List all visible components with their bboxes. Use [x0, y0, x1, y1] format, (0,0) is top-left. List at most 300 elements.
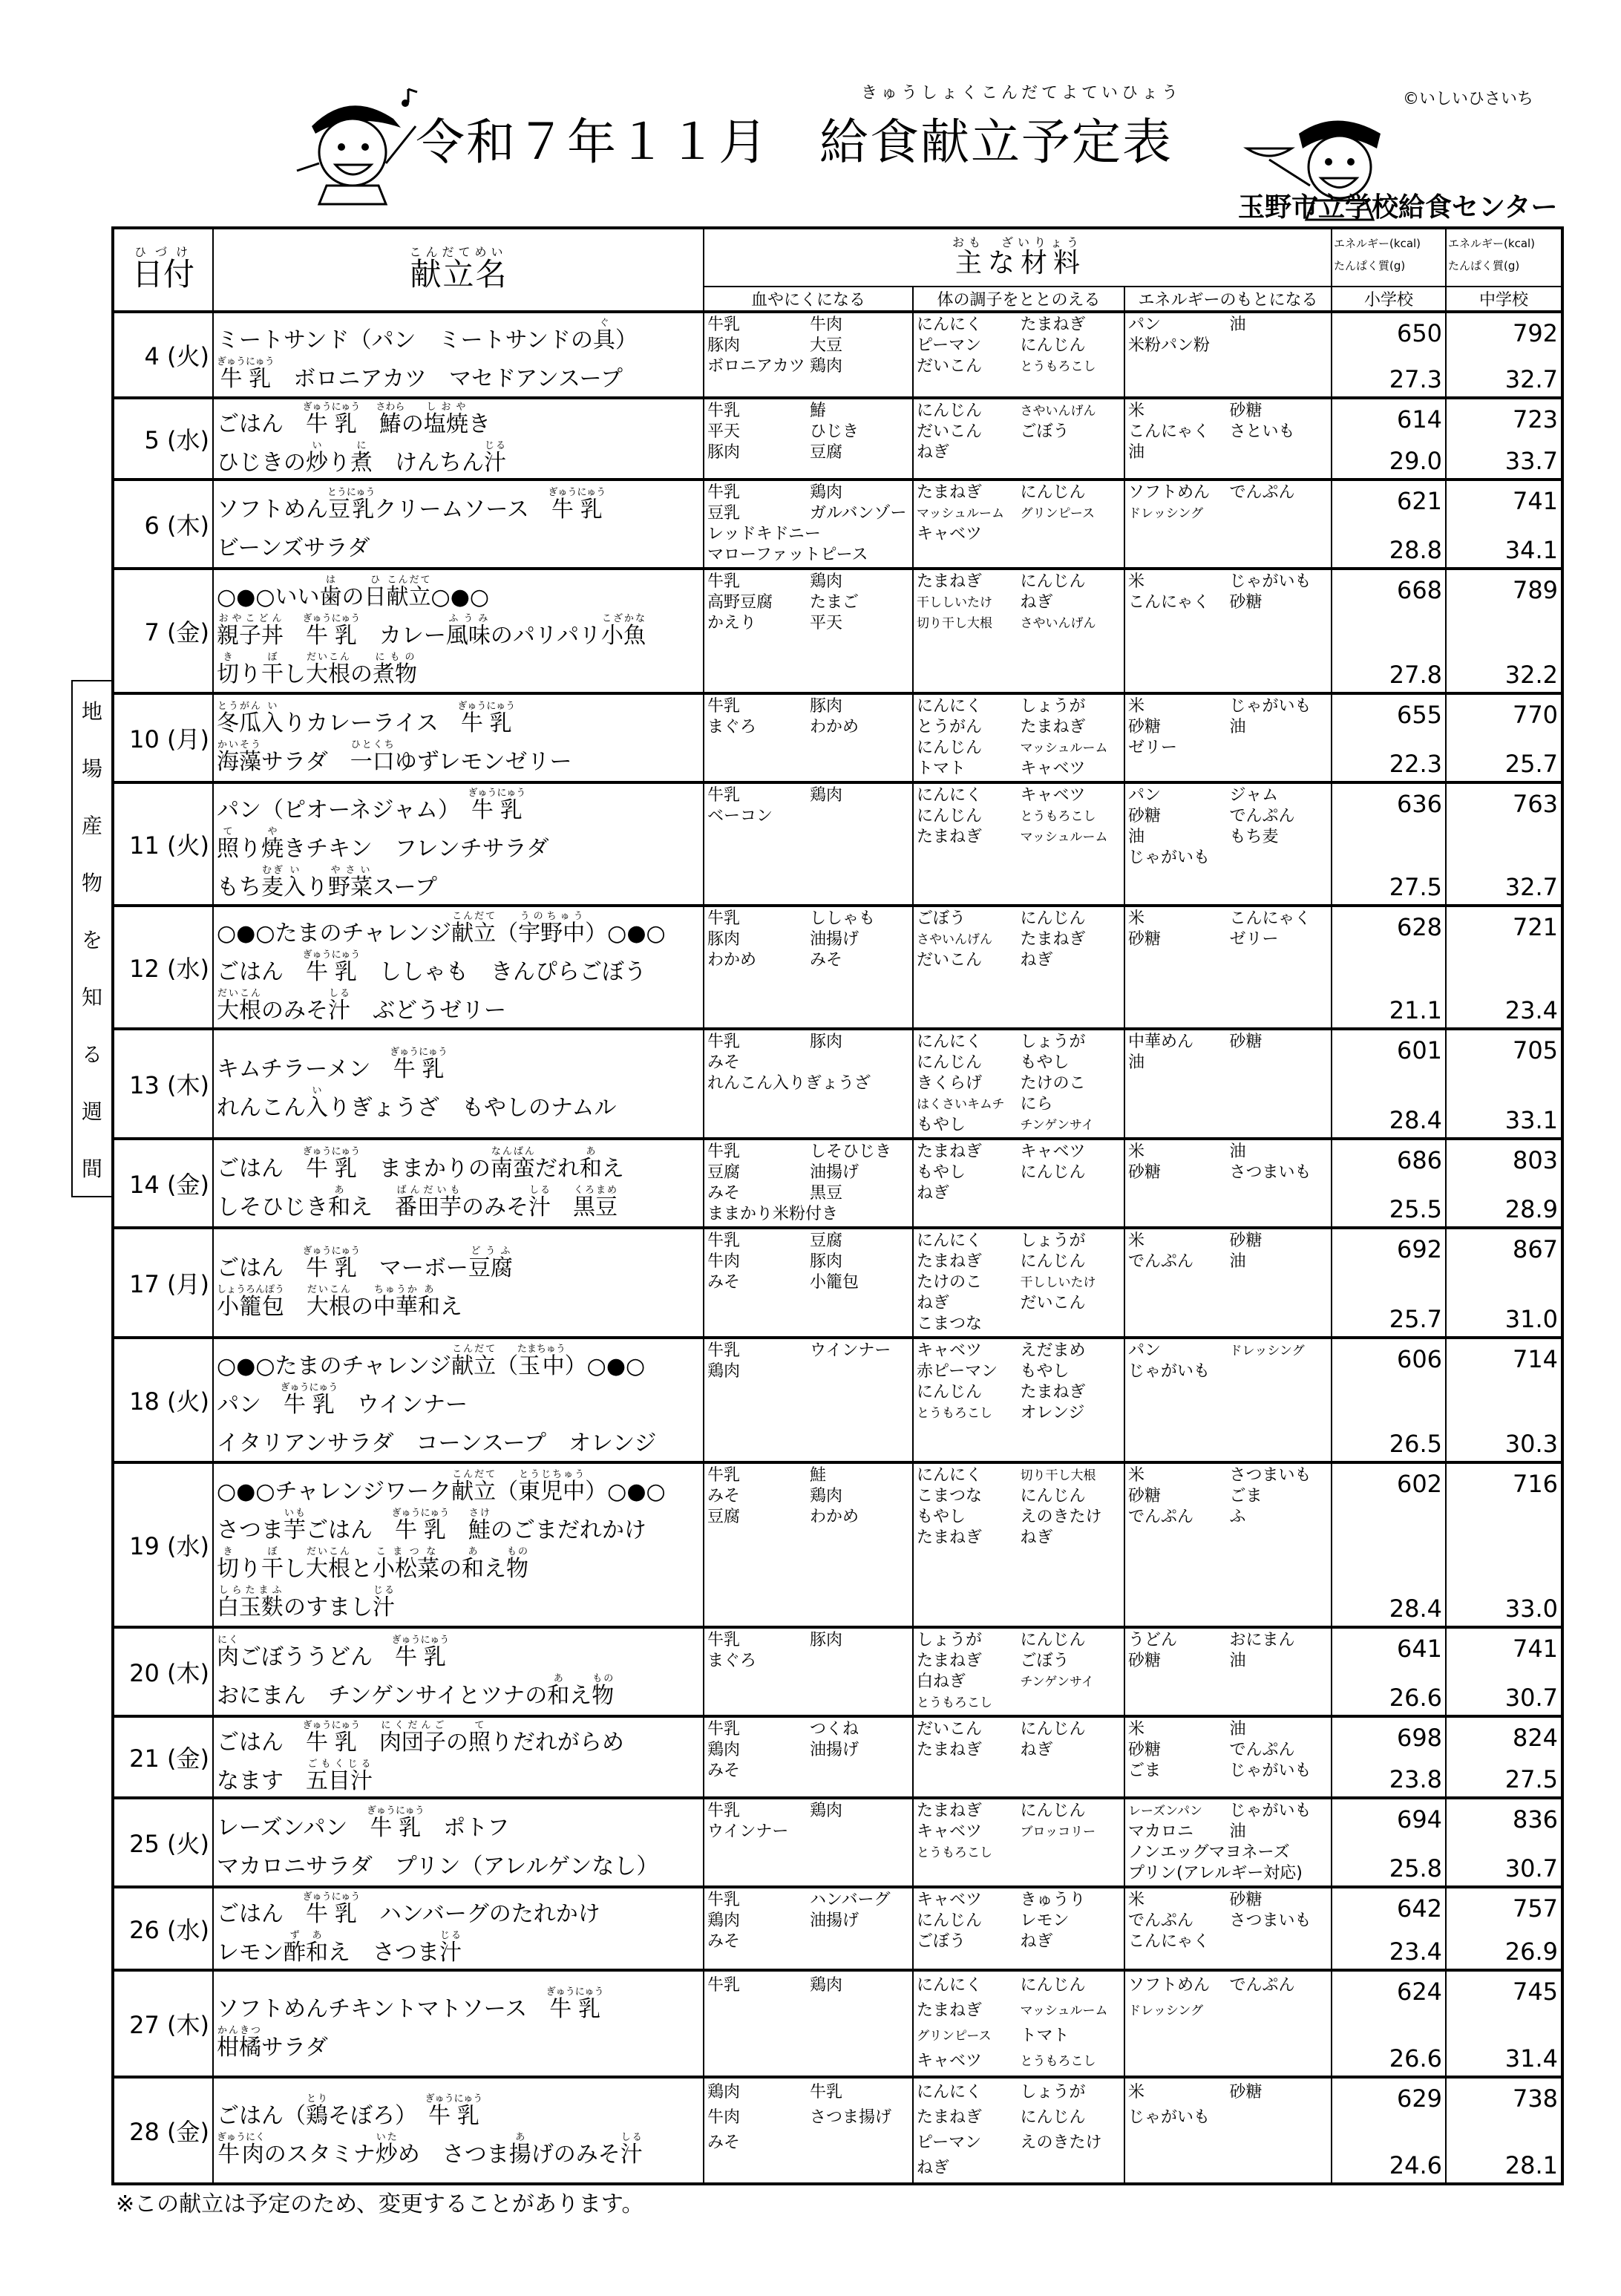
date-cell: 26 (水)	[113, 1887, 213, 1970]
ingredient-item: しょうが	[1020, 2083, 1086, 2102]
ingredient-item: レーズンパン	[1128, 1804, 1202, 1819]
menu-ruby: 牛乳ぎゅうにゅう	[302, 949, 361, 985]
ingredient-list	[1125, 399, 1331, 465]
ingredient-item: しょうが	[1020, 697, 1086, 716]
menu-cell	[213, 1970, 704, 2077]
ingredient-item: みそ	[707, 1053, 741, 1072]
menu-ruby: 野菜やさい	[328, 865, 373, 900]
ingredient-item: 黒豆	[810, 1184, 843, 1203]
furigana: とうじちゅう	[518, 1469, 586, 1480]
date-cell: 13 (木)	[113, 1029, 213, 1139]
ingredients-yellow-cell	[1124, 480, 1332, 569]
menu-ruby: 炒い	[306, 440, 328, 476]
menu-ruby: 豆腐どうふ	[468, 1246, 513, 1281]
menu-line	[217, 1468, 700, 1506]
menu-text	[284, 1294, 307, 1320]
date-label: 日付	[131, 256, 194, 292]
table-row	[113, 1887, 1562, 1970]
ingredient-item: ねぎ	[1020, 1932, 1053, 1951]
ingredients-yellow-cell	[1124, 782, 1332, 906]
ingredient-item: たまねぎ	[917, 572, 983, 591]
menu-text: のパリパリ	[490, 623, 601, 649]
ingredient-item: 鶏肉	[810, 1487, 843, 1505]
energy-kcal: 723	[1512, 405, 1559, 434]
furigana: こんだて	[451, 1469, 497, 1480]
ingredient-item: 平天	[810, 614, 843, 632]
ingredient-item: 高野豆腐	[707, 593, 773, 612]
menu-text: クリームソース	[374, 497, 551, 523]
protein-g: 23.4	[1504, 996, 1559, 1024]
ingredient-item: 豚肉	[707, 443, 741, 462]
energy-kcal: 621	[1396, 487, 1443, 515]
menu-text: けんちん	[373, 450, 484, 476]
junior-nutrition-cell	[1446, 1627, 1562, 1716]
ingredient-item: たまねぎ	[917, 483, 983, 502]
ingredient-item: 砂糖	[1128, 1163, 1162, 1182]
menu-ruby: 和あ	[328, 1185, 350, 1220]
ingredient-item: とうもろこし	[1020, 2054, 1096, 2069]
ingredient-list	[914, 1972, 1124, 2076]
header-ingredients	[704, 228, 1332, 287]
ingredient-item: にんじん	[1020, 1252, 1086, 1271]
ingredient-list	[704, 1888, 912, 1954]
ingredient-item: きゅうり	[1020, 1891, 1086, 1909]
furigana: とり	[306, 2093, 328, 2104]
menu-ruby: 具ぐ	[593, 318, 615, 353]
menu-ruby: 肉団子にくだんご	[379, 1720, 446, 1756]
ingredient-item: でんぷん	[1229, 483, 1295, 502]
menu-ruby: 牛乳ぎゅうにゅう	[302, 613, 361, 649]
ingredient-item: もやし	[917, 1508, 966, 1526]
menu-text: ゆずレモンゼリー	[394, 749, 572, 775]
menu-text: え	[601, 1156, 624, 1182]
ingredient-item: さといも	[1229, 422, 1295, 441]
menu-ruby: 牛肉ぎゅうにく	[217, 2132, 266, 2168]
ingredient-item: にんじん	[1020, 1802, 1086, 1820]
ingredient-item: 豚肉	[810, 697, 843, 716]
menu-text: ○●○チャレンジワーク	[217, 1479, 452, 1505]
ingredient-item: もやし	[1020, 1362, 1070, 1381]
ingredients-red-cell	[704, 1716, 913, 1798]
menu-ruby: 献立こんだて	[451, 1344, 497, 1379]
ingredient-item: さつまいも	[1229, 1911, 1311, 1930]
furigana: て	[468, 1720, 491, 1731]
furigana: ぎゅうにゅう	[391, 1508, 450, 1519]
table-row	[113, 1462, 1562, 1627]
protein-g: 28.4	[1389, 1106, 1443, 1134]
ingredient-item: レモン	[1020, 1911, 1070, 1930]
menu-text: のスタミナ	[263, 2142, 376, 2168]
date-cell: 25 (火)	[113, 1798, 213, 1887]
ingredient-item: 砂糖	[1229, 2083, 1263, 2102]
menu-ruby: 牛乳ぎゅうにゅう	[391, 1635, 450, 1670]
date-cell: 10 (月)	[113, 693, 213, 782]
energy-label: エネルギー(kcal)	[1334, 237, 1421, 250]
protein-g: 30.7	[1504, 1684, 1559, 1712]
ingredient-item: でんぷん	[1128, 1252, 1194, 1271]
menu-line	[217, 1672, 700, 1710]
furigana: たまちゅう	[517, 1344, 566, 1355]
menu-ruby: 黒豆くろまめ	[573, 1185, 618, 1220]
elementary-nutrition-cell	[1332, 1228, 1446, 1338]
furigana: あ	[547, 1673, 570, 1684]
menu-line	[217, 2024, 700, 2062]
menu-ruby: 汁しる	[328, 988, 350, 1024]
ingredient-item: 米	[1128, 2083, 1145, 2102]
ingredient-item: もち麦	[1229, 828, 1279, 846]
ingredients-green-cell	[913, 1627, 1124, 1716]
ingredient-item: にんにく	[917, 786, 983, 805]
menu-ruby: 麦むぎ	[261, 865, 284, 900]
menu-text: サラダ	[261, 2035, 328, 2061]
junior-nutrition-cell	[1446, 312, 1562, 398]
furigana: しる	[328, 988, 350, 999]
side-label-char: 産	[81, 813, 102, 838]
menu-ruby: 干ぼ	[261, 1546, 284, 1582]
energy-kcal: 624	[1396, 1978, 1443, 2006]
energy-kcal: 698	[1396, 1724, 1443, 1752]
ingredients-green-cell	[913, 1338, 1124, 1462]
furigana: にく	[217, 1635, 239, 1646]
ingredient-item: 牛乳	[707, 1720, 741, 1739]
menu-text: ポトフ	[421, 1815, 510, 1841]
menu-text: のすまし	[284, 1595, 373, 1620]
table-row	[113, 569, 1562, 693]
menu-text: の	[401, 411, 424, 437]
ingredient-item: 牛乳	[707, 1341, 741, 1360]
ingredient-item: にんじん	[1020, 2108, 1086, 2127]
ingredient-item: しょうが	[917, 1631, 983, 1649]
elementary-nutrition-cell	[1332, 1029, 1446, 1139]
table-row	[113, 782, 1562, 906]
ingredient-item: 油	[1229, 1822, 1246, 1841]
ingredient-item: トマト	[1020, 2027, 1070, 2045]
ingredient-item: 油	[1229, 718, 1246, 736]
ingredient-item: ソフトめん	[1128, 1976, 1211, 1995]
ingredient-item: にんじん	[917, 1383, 983, 1402]
menu-ruby: 和あ	[547, 1673, 570, 1709]
junior-nutrition-cell	[1446, 1029, 1562, 1139]
ingredient-item: 白ねぎ	[917, 1672, 966, 1691]
menu-ruby: 一口ひとくち	[350, 739, 395, 775]
menu-line	[217, 650, 700, 689]
protein-g: 25.8	[1389, 1854, 1443, 1883]
menu-text: りカレーライス	[284, 710, 461, 736]
menu-text: のみそ	[462, 1194, 528, 1220]
menu-ruby: 牛乳ぎゅうにゅう	[302, 402, 361, 437]
furigana: しる	[620, 2132, 643, 2143]
ingredient-list	[1125, 2078, 1331, 2132]
furigana: こんだて	[451, 1344, 497, 1355]
ingredient-item: もやし	[917, 1163, 966, 1182]
furigana: ぎゅうにゅう	[366, 1805, 425, 1816]
menu-ruby: 南蛮なんばん	[490, 1146, 535, 1182]
ingredient-item: たまねぎ	[917, 1652, 983, 1670]
ingredient-item: たまねぎ	[917, 1802, 983, 1820]
furigana: ばんだいも	[395, 1185, 462, 1196]
elementary-nutrition-cell	[1332, 1338, 1446, 1462]
ingredient-item: ゼリー	[1229, 930, 1279, 949]
menu-line	[217, 1183, 700, 1222]
ingredient-item: にんじん	[917, 1053, 983, 1072]
menu-cell	[213, 1627, 704, 1716]
furigana: ぎゅうにゅう	[302, 402, 361, 413]
ingredient-item: だいこん	[917, 951, 983, 969]
menu-text: パン（ピオーネジャム）	[217, 797, 471, 823]
furigana: い	[306, 1085, 328, 1096]
ingredient-item: 油揚げ	[810, 1911, 859, 1930]
menu-text: え さつま	[328, 1940, 439, 1966]
ingredient-item: ノンエッグマヨネーズ	[1128, 1843, 1290, 1862]
menu-line	[217, 987, 700, 1025]
date-cell: 6 (木)	[113, 480, 213, 569]
protein-g: 27.3	[1389, 365, 1443, 393]
menu-ruby: 煮に	[350, 440, 373, 476]
menu-cell	[213, 312, 704, 398]
ingredient-item: えだまめ	[1020, 1341, 1086, 1360]
menu-ruby: 炒いた	[375, 2132, 398, 2168]
menu-ruby: 東児中とうじちゅう	[518, 1469, 586, 1505]
ingredient-item: 牛乳	[707, 786, 741, 805]
ingredient-list	[1125, 784, 1331, 870]
protein-g: 32.7	[1504, 365, 1559, 393]
furigana: いも	[284, 1508, 306, 1519]
furigana: どうふ	[468, 1246, 513, 1257]
page-title: 令和７年１１月 給食献立予定表	[416, 114, 1173, 171]
menu-ruby: 大根だいこん	[217, 988, 261, 1024]
ingredient-item: ねぎ	[1020, 1528, 1053, 1547]
menu-ruby: 鮭さけ	[468, 1508, 491, 1543]
energy-kcal: 636	[1396, 790, 1443, 818]
ingredient-item: にんじん	[1020, 1487, 1086, 1505]
furigana: かんきつ	[217, 2025, 261, 2036]
menu-line	[217, 400, 700, 439]
ingredient-item: だいこん	[917, 357, 983, 376]
ingredients-green-cell	[913, 1716, 1124, 1798]
side-label-char: 物	[81, 870, 102, 895]
ingredient-item: 砂糖	[1128, 807, 1162, 825]
ingredient-item: だいこん	[917, 1720, 983, 1739]
table-row	[113, 1029, 1562, 1139]
menu-cell	[213, 569, 704, 693]
menu-ruby: 入い	[306, 1085, 328, 1121]
ingredient-item: ねぎ	[917, 1294, 950, 1312]
ingredient-list	[1125, 1229, 1331, 1274]
ingredient-item: たまねぎ	[917, 1252, 983, 1271]
ingredient-item: にんじん	[917, 807, 983, 825]
ingredient-item: キャベツ	[917, 1891, 983, 1909]
table-row	[113, 906, 1562, 1029]
menu-ruby: 海藻かいそう	[217, 739, 261, 775]
ingredient-item: だいこん	[1020, 1294, 1086, 1312]
ingredient-list	[914, 1799, 1124, 1865]
protein-g: 26.9	[1504, 1937, 1559, 1966]
ingredient-item: 米	[1128, 1720, 1145, 1739]
protein-g: 33.7	[1504, 447, 1559, 475]
protein-g: 30.7	[1504, 1854, 1559, 1883]
ingredient-item: 米粉パン粉	[1128, 336, 1211, 355]
furigana: ひとくち	[350, 739, 395, 750]
menu-ruby: 牛乳ぎゅうにゅう	[390, 1047, 448, 1082]
ingredient-item: ガルバンゾー	[810, 504, 907, 523]
ingredients-yellow-cell	[1124, 906, 1332, 1029]
ingredients-green-cell	[913, 480, 1124, 569]
junior-nutrition-cell	[1446, 569, 1562, 693]
ingredient-item: 鶏肉	[707, 1741, 741, 1759]
menu-text: キムチラーメン	[217, 1056, 393, 1082]
menu-ruby: 芋いも	[284, 1508, 306, 1543]
menu-line	[217, 2092, 700, 2130]
junior-nutrition-cell	[1446, 1798, 1562, 1887]
ingredient-item: えのきたけ	[1020, 1508, 1102, 1526]
furigana: なんばん	[490, 1146, 535, 1157]
protein-g: 27.5	[1504, 1765, 1559, 1793]
menu-line	[217, 1045, 700, 1084]
menu-text: しそひじき	[217, 1194, 328, 1220]
date-cell: 12 (水)	[113, 906, 213, 1029]
ingredient-item: たけのこ	[1020, 1074, 1086, 1093]
ingredient-item: とうもろこし	[1020, 359, 1096, 374]
ingredients-yellow-cell	[1124, 1029, 1332, 1139]
protein-g: 31.0	[1504, 1305, 1559, 1333]
menu-text: レモン	[217, 1940, 284, 1966]
menu-line	[217, 1283, 700, 1321]
ingredient-item: 鶏肉	[810, 357, 843, 376]
ingredient-item: マローファットピース	[707, 546, 868, 564]
furigana: ぎゅうにゅう	[302, 949, 361, 961]
menu-ruby: 入い	[261, 701, 284, 736]
menu-line	[217, 1145, 700, 1183]
ingredient-item: 砂糖	[1128, 1741, 1162, 1759]
ingredients-green-cell	[913, 312, 1124, 398]
junior-nutrition-cell	[1446, 906, 1562, 1029]
furigana: あ	[462, 1546, 484, 1557]
ingredient-item: にんじん	[1020, 1163, 1086, 1182]
energy-kcal: 824	[1512, 1724, 1559, 1752]
furigana: しる	[528, 1185, 551, 1196]
ingredient-item: うどん	[1128, 1631, 1178, 1649]
ingredient-item: しょうが	[1020, 1232, 1086, 1250]
ingredient-item: ふ	[1229, 1508, 1246, 1526]
ingredient-list	[1125, 481, 1331, 526]
menu-line	[217, 786, 700, 825]
menu-text: さつま	[217, 1517, 284, 1543]
menu-text: ハンバーグのたれかけ	[356, 1901, 600, 1927]
ingredients-red-cell	[704, 1338, 913, 1462]
ingredient-item: ままかり米粉付き	[707, 1205, 839, 1223]
energy-kcal: 692	[1396, 1235, 1443, 1263]
ingredient-item: ごぼう	[917, 909, 966, 928]
menu-text: と	[350, 1556, 373, 1582]
ingredient-item: ねぎ	[1020, 1741, 1053, 1759]
ingredient-item: ボロニアカツ	[707, 357, 805, 376]
ingredient-item: 砂糖	[1128, 1487, 1162, 1505]
furigana: くろまめ	[573, 1185, 618, 1196]
menu-line	[217, 863, 700, 902]
ingredients-green-cell	[913, 1970, 1124, 2077]
ingredients-red-cell	[704, 480, 913, 569]
side-label-char: る	[81, 1041, 102, 1067]
ingredient-item: わかめ	[707, 951, 757, 969]
menu-text: ボロニアカツ マセドアンスープ	[271, 366, 623, 392]
menu-text: え	[484, 1556, 506, 1582]
ingredient-item: じゃがいも	[1229, 1762, 1311, 1780]
ingredient-item: みそ	[707, 1932, 741, 1951]
ingredients-yellow-cell	[1124, 1228, 1332, 1338]
ingredient-item: 砂糖	[1229, 402, 1263, 420]
date-cell: 14 (金)	[113, 1139, 213, 1228]
ingredient-item: 砂糖	[1229, 1891, 1263, 1909]
protein-g: 25.5	[1389, 1195, 1443, 1223]
menu-ruby: 和あ	[306, 1930, 328, 1966]
ingredient-item: ねぎ	[1020, 593, 1053, 612]
ingredients-red-cell	[704, 398, 913, 480]
ingredient-item: たまご	[810, 593, 859, 612]
ingredient-item: 油揚げ	[810, 1741, 859, 1759]
energy-kcal: 741	[1512, 487, 1559, 515]
table-row	[113, 693, 1562, 782]
furigana: ぎゅうにゅう	[425, 2093, 483, 2104]
ingredient-list	[704, 907, 912, 972]
menu-text: ）○●○	[564, 1353, 646, 1379]
menu-ruby: 牛乳ぎゅうにゅう	[302, 1246, 361, 1281]
ingredients-yellow-cell	[1124, 1970, 1332, 2077]
menu-cell	[213, 1716, 704, 1798]
ingredient-item: かえり	[707, 614, 757, 632]
ingredient-item: ピーマン	[917, 336, 982, 355]
menu-text: ごはん	[217, 1255, 306, 1281]
menu-ruby: 親子丼おやこどん	[217, 613, 284, 649]
ingredient-item: 油	[1229, 1142, 1246, 1161]
protein-label: たんぱく質(g)	[1448, 259, 1520, 272]
ingredient-list	[1125, 1030, 1331, 1075]
ingredient-list	[914, 1339, 1124, 1425]
elementary-nutrition-cell	[1332, 1887, 1446, 1970]
ingredients-green-cell	[913, 1139, 1124, 1228]
ingredients-green-cell	[913, 1887, 1124, 1970]
menu-line	[217, 1842, 700, 1881]
ingredient-item: 米	[1128, 1891, 1145, 1909]
furigana: かいそう	[217, 739, 261, 750]
ingredient-item: パン	[1128, 315, 1162, 334]
ingredient-item: チンゲンサイ	[1020, 1118, 1094, 1133]
ingredient-item: キャベツ	[1020, 1142, 1086, 1161]
menu-cell	[213, 1462, 704, 1627]
ingredient-item: 牛乳	[707, 572, 741, 591]
menu-line	[217, 1084, 700, 1122]
ingredient-item: とうがん	[917, 718, 983, 736]
ingredient-item: 油	[1229, 315, 1246, 334]
protein-g: 26.5	[1389, 1430, 1443, 1458]
menu-ruby: 牛乳ぎゅうにゅう	[425, 2093, 483, 2129]
energy-kcal: 668	[1396, 576, 1443, 604]
ingredient-item: 油揚げ	[810, 930, 859, 949]
menu-cell	[213, 398, 704, 480]
furigana: ぎゅうにゅう	[546, 1986, 604, 1998]
footnote: ※この献立は予定のため、変更することがあります。	[116, 2191, 644, 2217]
ingredients-green-cell	[913, 398, 1124, 480]
furigana: ひ	[364, 575, 387, 586]
furigana: き	[217, 652, 239, 663]
ingredient-item: 牛乳	[707, 315, 741, 334]
menu-ruby: 焼や	[261, 826, 284, 862]
ingredient-item: レッドキドニー	[707, 525, 821, 543]
ingredient-item: 干ししいたけ	[1020, 1275, 1096, 1290]
menu-ruby: 揚あ	[508, 2132, 531, 2168]
energy-kcal: 738	[1512, 2084, 1559, 2113]
elementary-nutrition-cell	[1332, 1462, 1446, 1627]
furigana: い	[261, 701, 284, 712]
